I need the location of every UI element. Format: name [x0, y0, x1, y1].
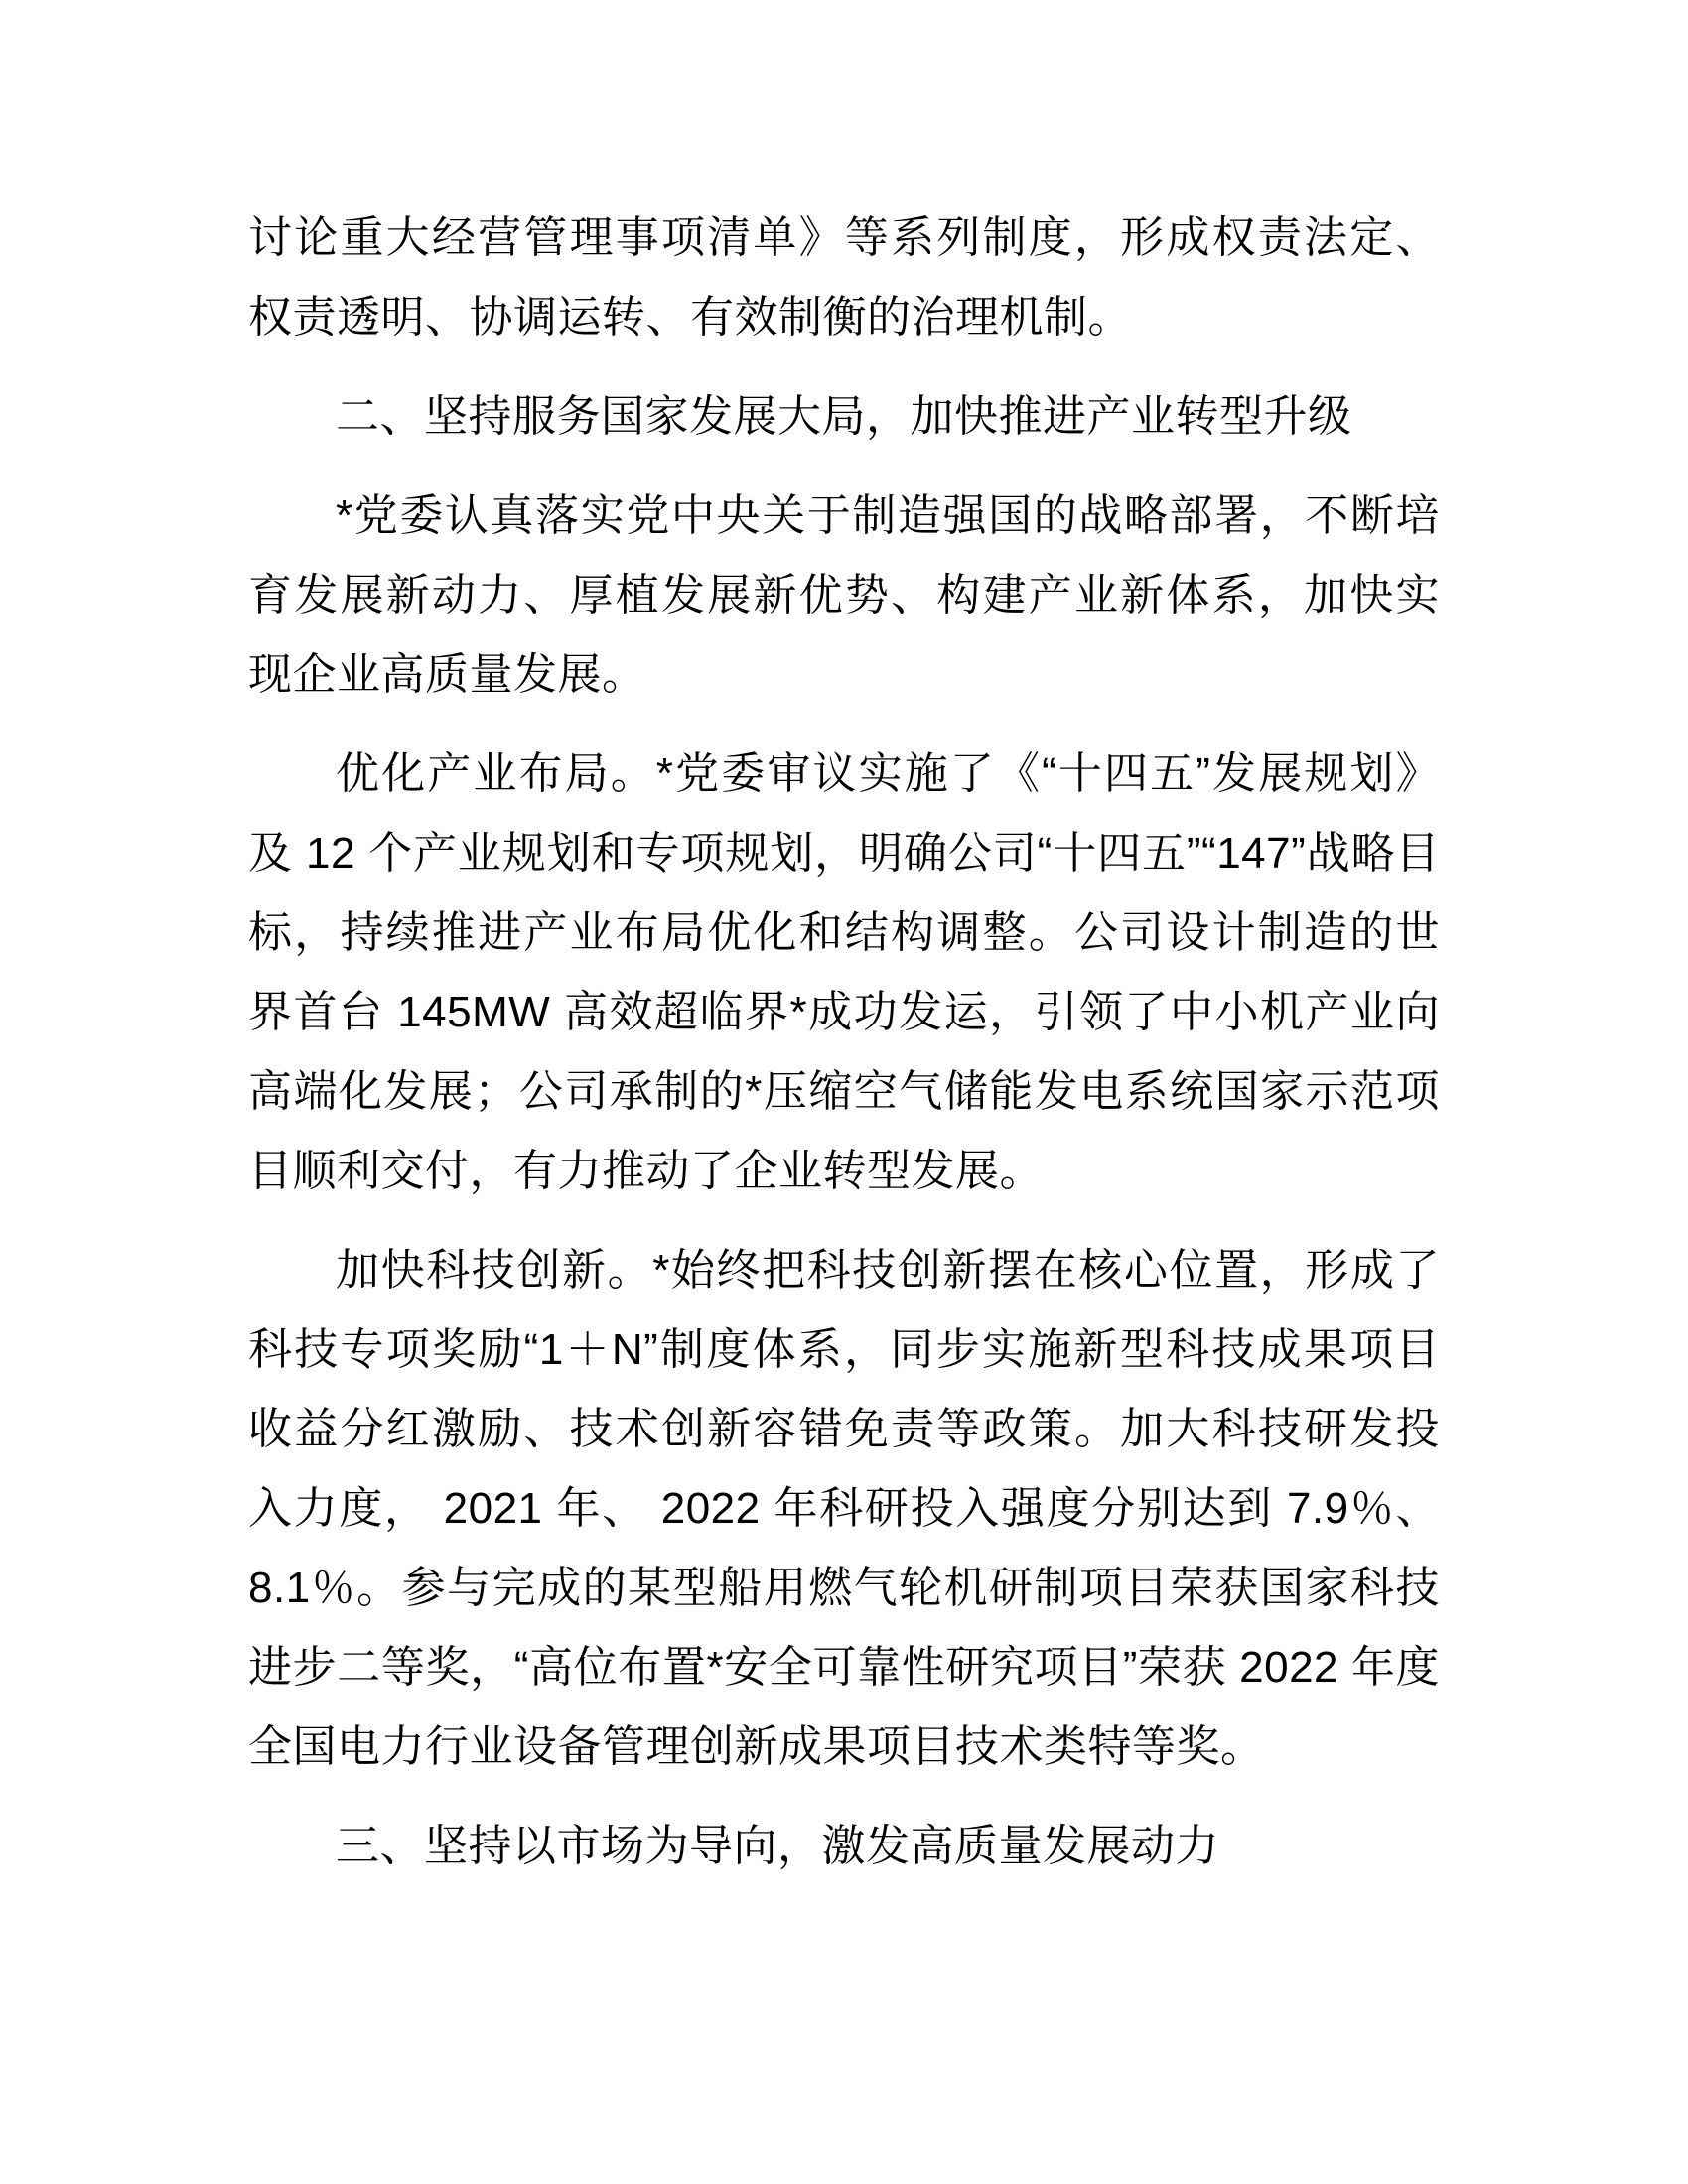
paragraph-continuation: 讨论重大经营管理事项清单》等系列制度，形成权责法定、权责透明、协调运转、有效制衡的治理机制。	[248, 213, 1440, 341]
paragraph-industry-layout: 优化产业布局。*党委审议实施了《“十四五”发展规划》及 12 个产业规划和专项规划，明确公司“十四五”“147”战略目标，持续推进产业布局优化和结构调整。公司设计制造的世界首台 145MW 高效超临界*成功发运，引领了中小机产业向高端化发展；公司承制的*压缩空气储能发电系统国家示范项目顺利交付，有力推动了企业转型发展。	[248, 750, 1440, 1195]
document-body	[248, 199, 1440, 1886]
section-heading-2: 二、坚持服务国家发展大局，加快推进产业转型升级	[336, 392, 1352, 441]
paragraph-tech-innovation: 加快科技创新。*始终把科技创新摆在核心位置，形成了科技专项奖励“1＋N”制度体系，同步实施新型科技成果项目收益分红激励、技术创新容错免责等政策。加大科技研发投入力度， 2021 年、 2022 年科研投入强度分别达到 7.9％、8.1％。参与完成的某型船用燃气轮机研制项目荣获国家科技进步二等奖，“高位布置*安全可靠性研究项目”荣获 2022 年度全国电力行业设备管理创新成果项目技术类特等奖。	[248, 1246, 1440, 1771]
section-heading-3: 三、坚持以市场为导向，激发高质量发展动力	[336, 1822, 1219, 1870]
paragraph-party-committee: *党委认真落实党中央关于制造强国的战略部署，不断培育发展新动力、厚植发展新优势、构建产业新体系，加快实现企业高质量发展。	[248, 491, 1440, 699]
